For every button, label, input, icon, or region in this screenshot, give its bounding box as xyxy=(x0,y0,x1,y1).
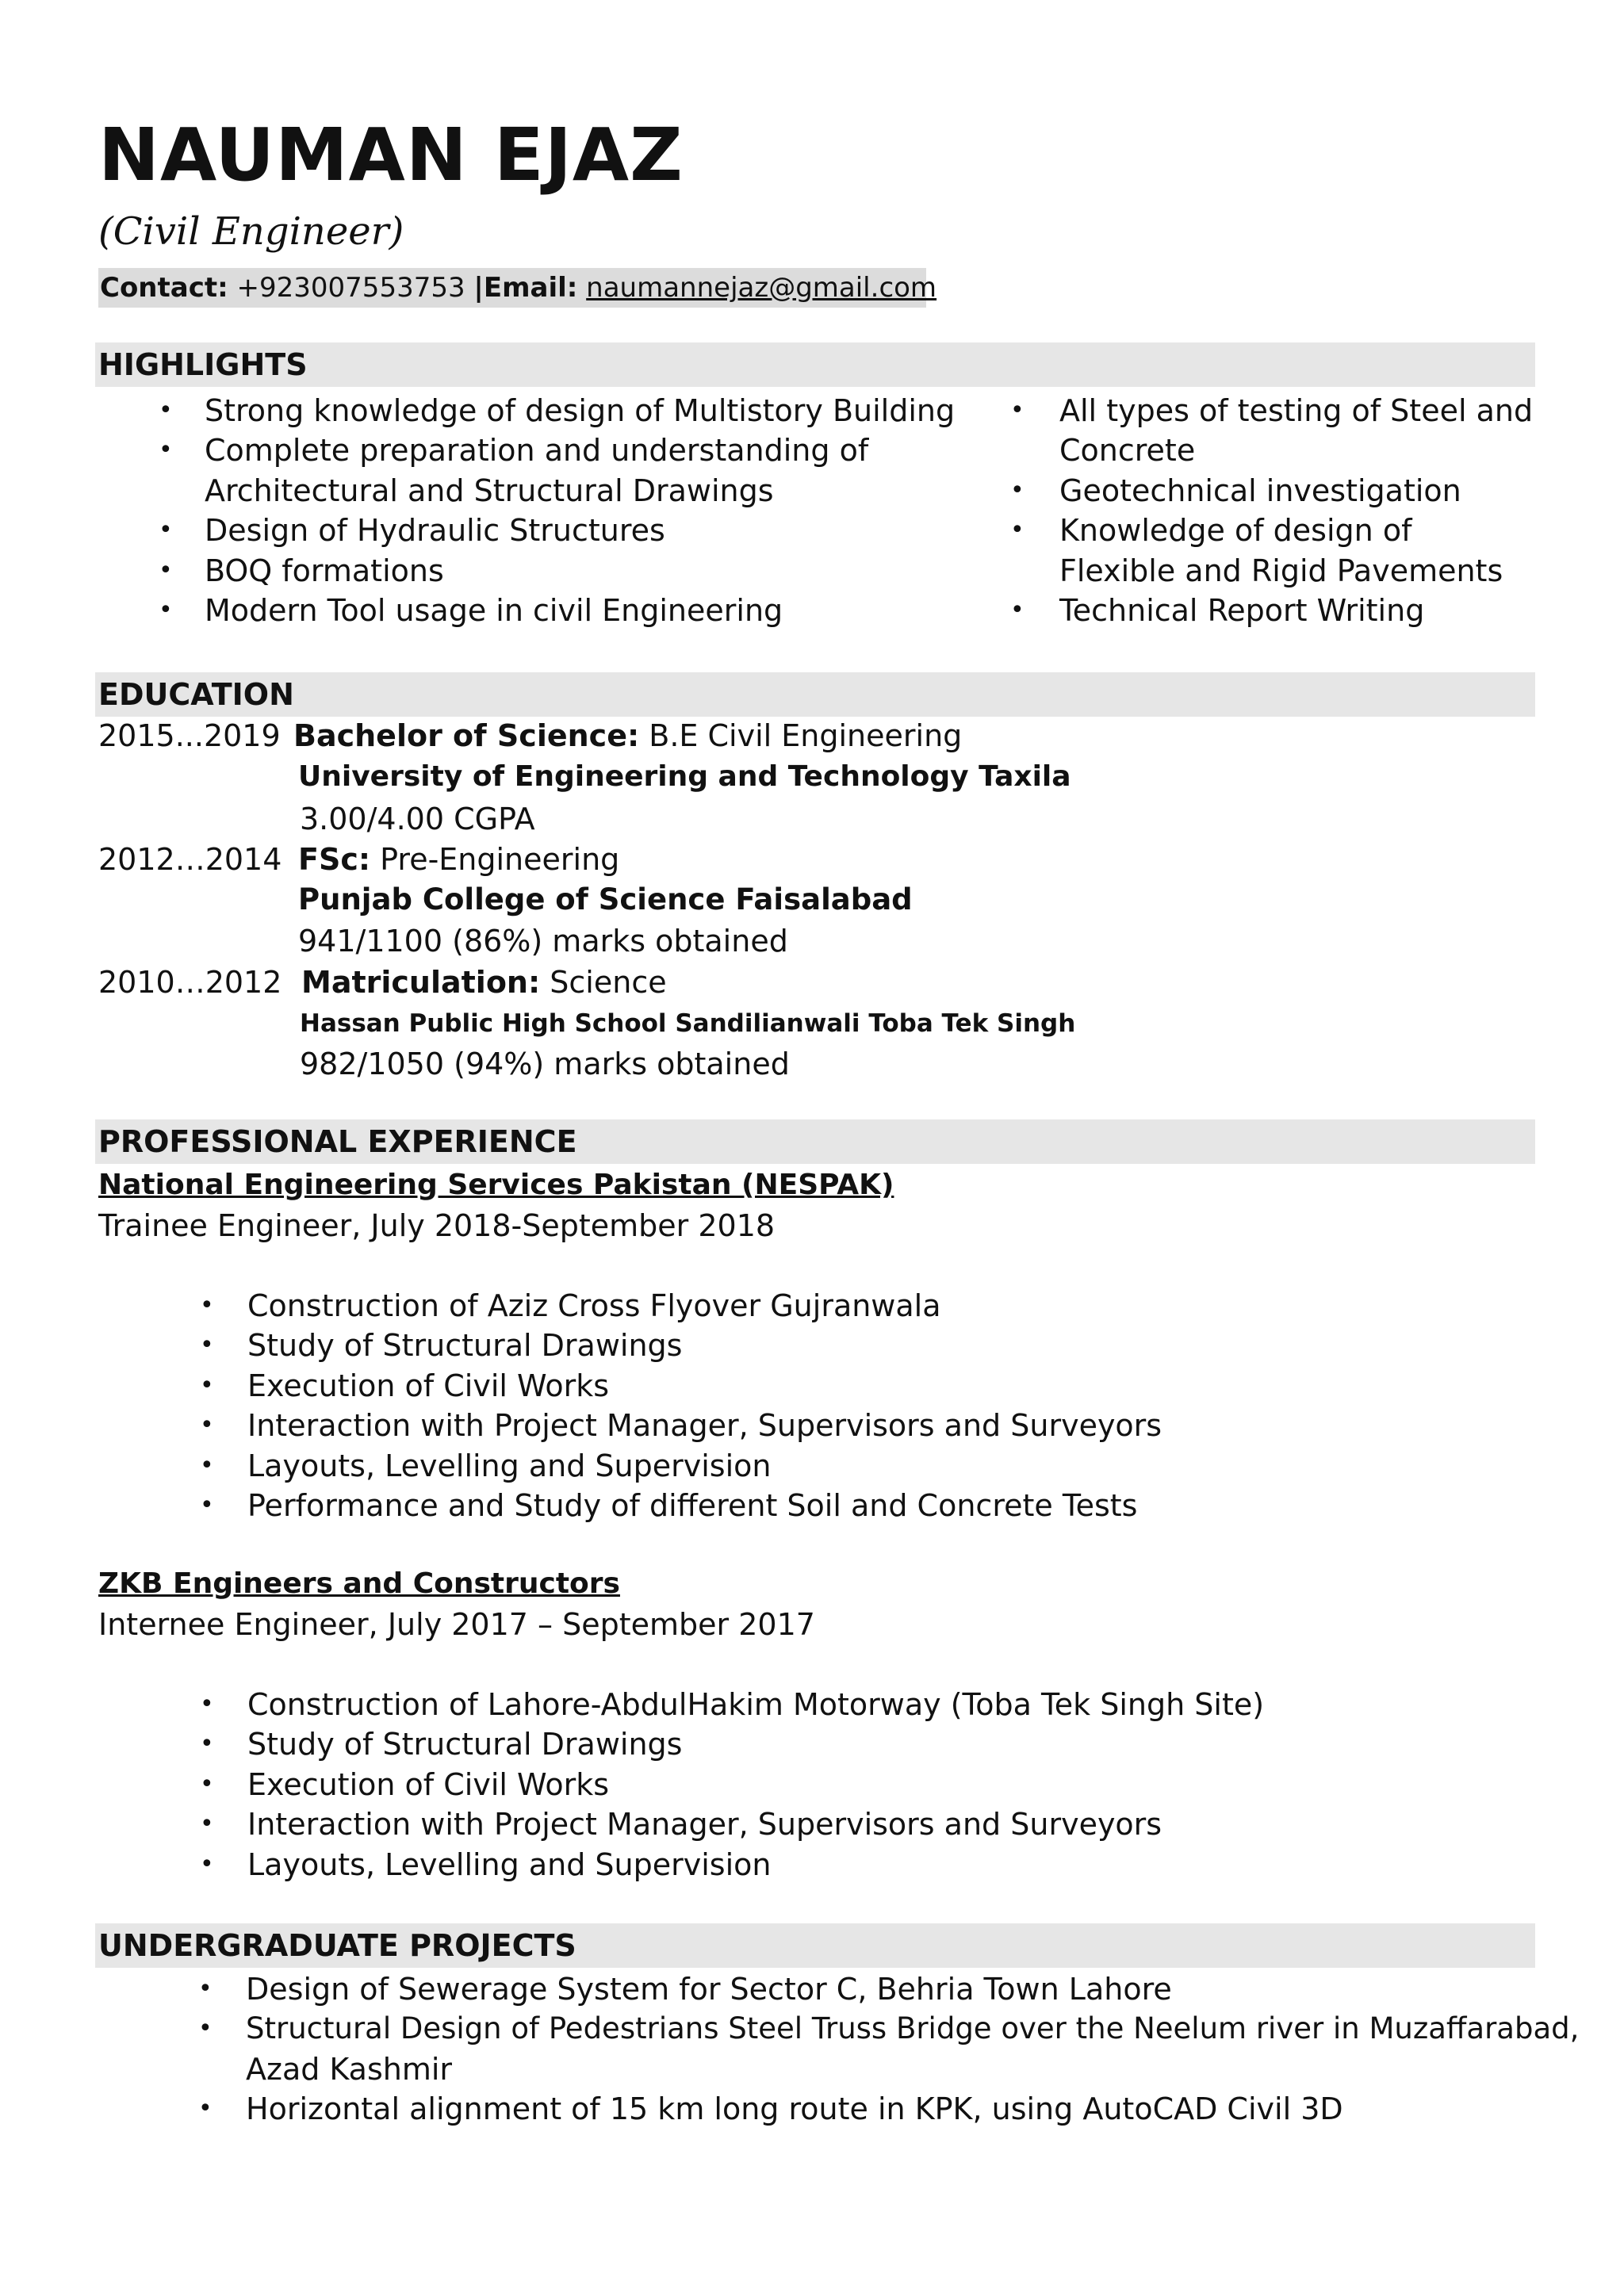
education-years: 2015...2019 xyxy=(98,718,281,753)
education-degree: FSc: Pre-Engineering xyxy=(298,842,620,877)
education-years: 2010…2012 xyxy=(98,965,282,1000)
education-result: 941/1100 (86%) marks obtained xyxy=(298,924,788,959)
email-link[interactable]: naumannejaz@gmail.com xyxy=(586,272,937,304)
list-item: • Knowledge of design of xyxy=(1010,511,1533,550)
list-item: • Technical Report Writing xyxy=(1010,591,1533,630)
email-label: Email: xyxy=(483,272,578,304)
list-item-continuation: Architectural and Structural Drawings xyxy=(205,473,774,508)
candidate-title: (Civil Engineer) xyxy=(98,209,404,254)
education-degree: Bachelor of Science: B.E Civil Engineering xyxy=(293,718,963,753)
company-name: National Engineering Services Pakistan (NESPAK) xyxy=(98,1169,894,1201)
bullet-icon: • xyxy=(200,1850,214,1878)
bullet-icon: • xyxy=(1010,596,1025,625)
bullet-icon: • xyxy=(200,1690,214,1718)
bullet-icon: • xyxy=(198,1975,213,2003)
list-item: • Structural Design of Pedestrians Steel Truss Bridge over the Neelum river in Muzaffarabad, xyxy=(198,2009,1579,2049)
projects-list xyxy=(198,1969,1579,2130)
section-heading-education: EDUCATION xyxy=(95,672,1535,717)
list-item: • Construction of Aziz Cross Flyover Gujranwala xyxy=(200,1286,1162,1326)
bullet-icon: • xyxy=(159,596,173,625)
bullet-icon: • xyxy=(200,1292,214,1319)
list-item: • Horizontal alignment of 15 km long route in KPK, using AutoCAD Civil 3D xyxy=(198,2089,1579,2129)
list-item: • Interaction with Project Manager, Supervisors and Surveyors xyxy=(200,1804,1264,1844)
education-result: 982/1050 (94%) marks obtained xyxy=(300,1047,790,1081)
list-item: • Layouts, Levelling and Supervision xyxy=(200,1446,1162,1486)
list-item: • Study of Structural Drawings xyxy=(200,1326,1162,1365)
list-item: • Complete preparation and understanding of xyxy=(159,430,955,470)
list-item: • Study of Structural Drawings xyxy=(200,1724,1264,1764)
bullet-icon: • xyxy=(200,1810,214,1839)
list-item: • All types of testing of Steel and xyxy=(1010,391,1533,430)
education-institution: Punjab College of Science Faisalabad xyxy=(298,882,913,916)
bullet-icon: • xyxy=(1010,396,1025,424)
bullet-icon: • xyxy=(200,1770,214,1798)
job-role: Trainee Engineer, July 2018-September 2018 xyxy=(98,1208,776,1243)
list-item: • Interaction with Project Manager, Supervisors and Surveyors xyxy=(200,1406,1162,1445)
bullet-icon: • xyxy=(198,2015,213,2043)
education-degree: Matriculation: Science xyxy=(301,965,667,1000)
bullet-icon: • xyxy=(1010,516,1025,545)
list-item: • BOQ formations xyxy=(159,551,955,591)
job-role: Internee Engineer, July 2017 – September 2017 xyxy=(98,1607,815,1642)
list-item: • Geotechnical investigation xyxy=(1010,471,1533,511)
bullet-icon: • xyxy=(200,1371,214,1399)
experience-duties-list xyxy=(200,1685,1264,1885)
section-heading-experience: PROFESSIONAL EXPERIENCE xyxy=(95,1119,1535,1164)
bullet-icon: • xyxy=(159,396,173,424)
bullet-icon: • xyxy=(159,516,173,545)
section-heading-highlights: HIGHLIGHTS xyxy=(95,342,1535,387)
list-item: • Design of Sewerage System for Sector C, Behria Town Lahore xyxy=(198,1969,1579,2009)
experience-duties-list xyxy=(200,1286,1162,1525)
section-heading-projects: UNDERGRADUATE PROJECTS xyxy=(95,1923,1535,1968)
education-institution: University of Engineering and Technology Taxila xyxy=(298,760,1071,793)
phone-number: +923007553753 xyxy=(236,272,465,304)
company-name: ZKB Engineers and Constructors xyxy=(98,1567,620,1600)
contact-bar xyxy=(98,268,937,308)
highlights-right-list xyxy=(1010,391,1533,630)
bullet-icon: • xyxy=(200,1411,214,1440)
bullet-icon: • xyxy=(200,1451,214,1479)
list-item: • Design of Hydraulic Structures xyxy=(159,511,955,550)
list-item: • Construction of Lahore-AbdulHakim Motorway (Toba Tek Singh Site) xyxy=(200,1685,1264,1724)
bullet-icon: • xyxy=(200,1491,214,1520)
bullet-icon: • xyxy=(159,556,173,584)
education-years: 2012…2014 xyxy=(98,842,282,877)
education-institution: Hassan Public High School Sandilianwali Toba Tek Singh xyxy=(300,1009,1076,1038)
contact-label: Contact: xyxy=(100,272,228,304)
bullet-icon: • xyxy=(1010,476,1025,504)
candidate-name: NAUMAN EJAZ xyxy=(98,113,684,197)
list-item-continuation: Concrete xyxy=(1059,433,1196,469)
bullet-icon: • xyxy=(198,2095,213,2123)
bullet-icon: • xyxy=(159,436,173,465)
list-item-continuation: Azad Kashmir xyxy=(246,2051,453,2087)
list-item-continuation: Flexible and Rigid Pavements xyxy=(1059,553,1503,588)
list-item: • Performance and Study of different Soil and Concrete Tests xyxy=(200,1486,1162,1525)
education-result: 3.00/4.00 CGPA xyxy=(300,802,535,836)
list-item: • Execution of Civil Works xyxy=(200,1366,1162,1406)
highlights-left-list xyxy=(159,391,955,630)
list-item: • Strong knowledge of design of Multistory Building xyxy=(159,391,955,430)
list-item: • Layouts, Levelling and Supervision xyxy=(200,1845,1264,1885)
contact-separator: | xyxy=(473,272,484,304)
list-item: • Modern Tool usage in civil Engineering xyxy=(159,591,955,630)
bullet-icon: • xyxy=(200,1331,214,1360)
bullet-icon: • xyxy=(200,1730,214,1758)
list-item: • Execution of Civil Works xyxy=(200,1765,1264,1804)
